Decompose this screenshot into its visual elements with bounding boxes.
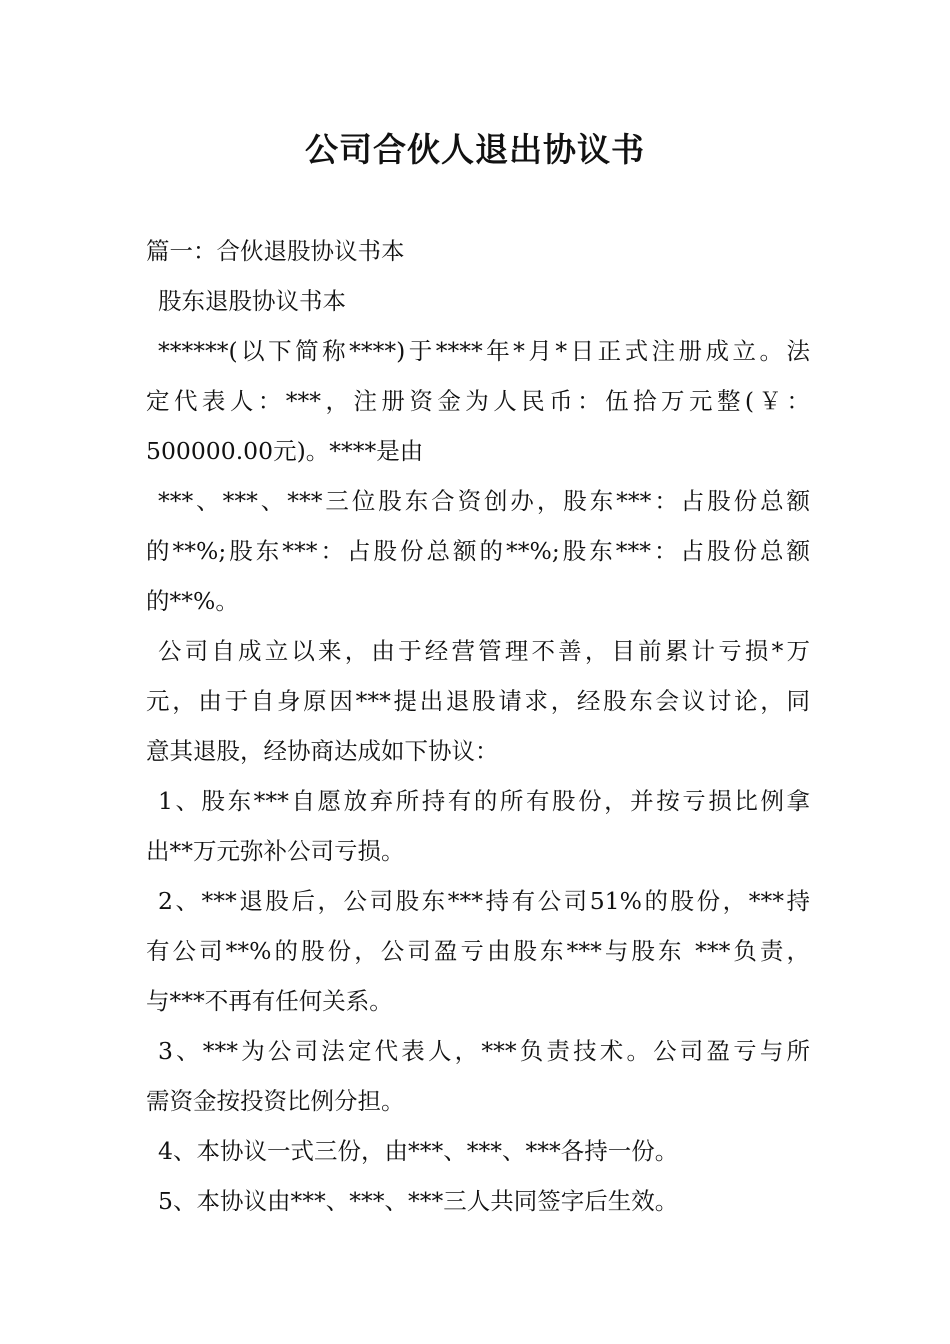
- clause-line: 有公司**%的股份，公司盈亏由股东***与股东 ***负责，: [146, 937, 810, 965]
- paragraph-line: 的**%。: [146, 587, 239, 615]
- document-body: [146, 226, 810, 1226]
- sub-heading: 股东退股协议书本: [158, 287, 346, 315]
- clause-line: 5、本协议由***、***、***三人共同签字后生效。: [158, 1187, 679, 1215]
- paragraph-line: 定代表人：***，注册资金为人民币：伍拾万元整(￥：: [146, 387, 810, 415]
- clause-line: 3、***为公司法定代表人，***负责技术。公司盈亏与所: [158, 1037, 810, 1065]
- paragraph-line: 意其退股，经协商达成如下协议：: [146, 737, 499, 765]
- paragraph-line: 500000.00元)。****是由: [146, 437, 424, 465]
- section-heading: 篇一：合伙退股协议书本: [146, 237, 405, 265]
- clause-line: 与***不再有任何关系。: [146, 987, 393, 1015]
- clause-line: 1、股东***自愿放弃所持有的所有股份，并按亏损比例拿: [158, 787, 810, 815]
- paragraph-line: ***、***、***三位股东合资创办，股东***：占股份总额: [158, 487, 810, 515]
- paragraph-line: ******(以下简称****)于****年*月*日正式注册成立。法: [158, 337, 810, 365]
- clause-line: 出**万元弥补公司亏损。: [146, 837, 405, 865]
- paragraph-line: 元，由于自身原因***提出退股请求，经股东会议讨论，同: [146, 687, 810, 715]
- document-title: 公司合伙人退出协议书: [305, 130, 645, 169]
- clause-line: 需资金按投资比例分担。: [146, 1087, 405, 1115]
- paragraph-line: 的**%;股东***：占股份总额的**%;股东***：占股份总额: [146, 537, 810, 565]
- clause-line: 2、***退股后，公司股东***持有公司51%的股份，***持: [158, 887, 810, 915]
- paragraph-line: 公司自成立以来，由于经营管理不善，目前累计亏损*万: [158, 637, 810, 665]
- clause-line: 4、本协议一式三份，由***、***、***各持一份。: [158, 1137, 679, 1165]
